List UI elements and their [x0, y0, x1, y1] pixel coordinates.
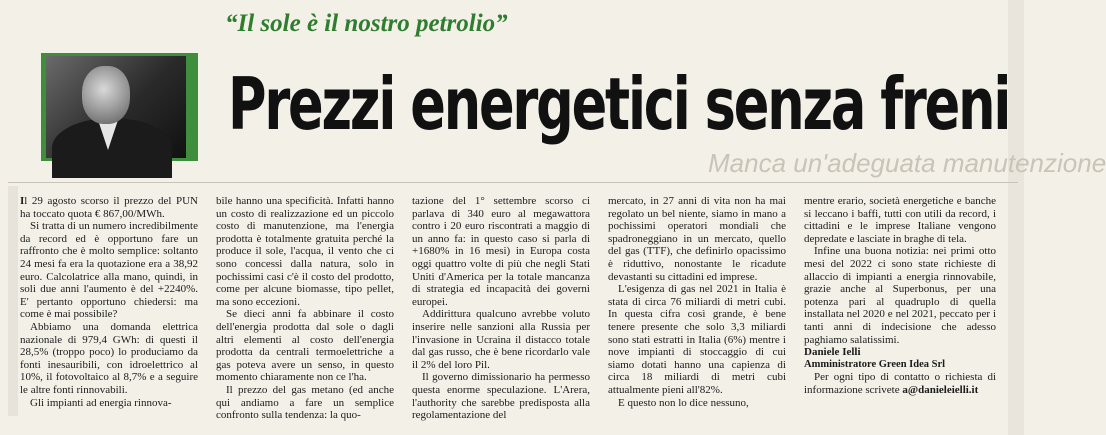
- paragraph: Il prezzo del gas metano (ed anche qui andiamo a fare un semplice confronto sulla tendenza: la quo-: [216, 383, 394, 422]
- paragraph: L'esigenza di gas nel 2021 in Italia è stata di circa 76 miliardi di metri cubi. In questa cifra così grande, è bene tenere presente che solo 3,3 miliardi sono stati estratti in Italia (6%) mentre i nove impianti di stoccaggio di cui siamo dotati hanno una capienza di circa 18 miliardi di metri cubi attualmente pieni all'82%.: [608, 283, 786, 396]
- paragraph: Si tratta di un numero incredibilmente da record ed è opportuno fare un raffronto che è molto semplice: soltanto 24 mesi fa era la quotazione era a 38,92 euro. Calcolatrice alla mano, quindi, in soli due anni l'aumento è del +2240%. E' pertanto opportuno chiedersi: ma come è mai possibile?: [20, 220, 198, 321]
- paragraph: E questo non lo dice nessuno,: [618, 396, 749, 409]
- background-fragment: Manca un'adeguata manutenzione: [708, 148, 1106, 178]
- column-4: [608, 195, 786, 409]
- paragraph: Abbiamo una domanda elettrica nazionale di 979,4 GWh: di questi il 28,5% (troppo poco) lo produciamo da fonti inesauribili, con idroelettrico al 10%, il fotovoltaico al 8,7% e a seguire le altre fonti rinnovabili.: [20, 320, 198, 396]
- drop-cap: I: [20, 195, 25, 207]
- paragraph: bile hanno una specificità. Infatti hanno un costo di realizzazione ed un piccolo costo di manutenzione, ma l'energia prodotta è totalmente gratuita perché la produce il sole, l'acqua, il vento che ci sono concessi dalla natura, solo in pochissimi casi c'è il costo del prodotto, come per alcune biomasse, tipo pellet, ma sono eccezioni.: [216, 195, 394, 308]
- paragraph: Il 29 agosto scorso il prezzo del PUN ha toccato quota € 867,00/MWh.: [20, 195, 198, 220]
- author-name: Daniele Ielli: [804, 346, 861, 359]
- paragraph: Se dieci anni fa abbinare il costo dell'energia prodotta dal sole o dagli altri elementi al costo dell'energia prodotta da centrali termoelettriche a gas poteva avere un senso, in questo momento chiaramente non ce l'ha.: [216, 308, 394, 384]
- article-body: [20, 195, 1012, 427]
- author-role: Amministratore Green Idea Srl: [804, 358, 946, 370]
- headline: Prezzi energetici senza freni: [228, 62, 1010, 146]
- paragraph: Addirittura qualcuno avrebbe voluto inserire nelle sanzioni alla Russia per l'invasione in Ucraina il distacco totale dal gas russo, che è bene ricordarlo vale il 2% del loro Pil.: [412, 308, 590, 371]
- bleed-text-left: [8, 186, 18, 416]
- paragraph: mercato, in 27 anni di vita non ha mai regolato un bel niente, siamo in mano a pochissimi operatori mondiali che spadroneggiano in un mercato, quello del gas (TTF), che definirlo opacissimo è riduttivo, nonostante le ricadute devastanti su cittadini ed imprese.: [608, 195, 786, 283]
- paragraph: Il governo dimissionario ha permesso questa enorme speculazione. L'Arera, l'authority che sarebbe predisposta alla regolamentazione del: [412, 371, 590, 422]
- divider: [8, 182, 1018, 183]
- column-3: [412, 195, 590, 422]
- column-5: [804, 195, 996, 397]
- pull-quote: “Il sole è il nostro petrolio”: [225, 10, 508, 37]
- paragraph: mentre erario, società energetiche e banche si leccano i baffi, tutti con utili da record, i cittadini e le imprese Italiane vengono depredate e lasciate in braghe di tela.: [804, 195, 996, 245]
- column-2: [216, 195, 394, 422]
- email-link[interactable]: a@danieleielli.it: [902, 383, 979, 396]
- paragraph: tazione del 1° settembre scorso ci parlava di 340 euro al megawattora contro i 20 euro riscontrati a maggio di un anno fa: in questo caso si parla di +1680% in 16 mesi) in Europa costa oggi quattro volte di più che negli Stati Uniti d'America per la totale mancanza di strategia ed incapacità dei governi europei.: [412, 195, 590, 308]
- portrait-photo: [46, 56, 186, 158]
- column-1: [20, 195, 198, 409]
- contact-note: Per ogni tipo di contatto o richiesta di informazione scrivete a@danieleielli.it: [804, 371, 996, 396]
- photo-head: [82, 66, 130, 124]
- paragraph: Infine una buona notizia: nei primi otto mesi del 2022 ci sono state richieste di allaccio di impianti a energia rinnovabile, grazie anche al Superbonus, per una potenza pari al quadruplo di quella installata nel 2020 e nel 2021, peccato per i tanti anni di indecisione che adesso paghiamo salatissimi.: [804, 245, 996, 346]
- paragraph: Gli impianti ad energia rinnova-: [30, 396, 172, 409]
